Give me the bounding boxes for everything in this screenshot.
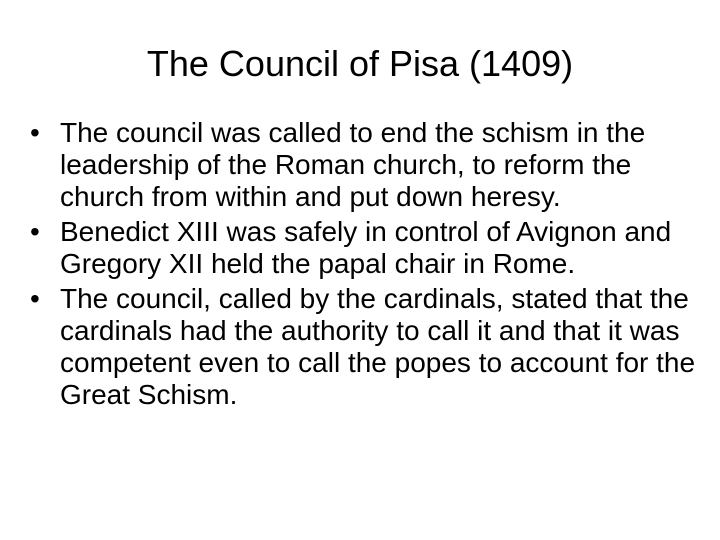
bullet-text: The council was called to end the schism in the leadership of the Roman church, to reform the church from within and put down heresy.	[60, 117, 646, 212]
bullet-item	[30, 216, 700, 280]
bullet-text: Benedict XIII was safely in control of Avignon and Gregory XII held the papal chair in Rome.	[60, 216, 672, 279]
slide-title: The Council of Pisa (1409)	[146, 43, 574, 84]
bullet-marker: •	[30, 283, 40, 314]
bullet-item	[30, 117, 700, 213]
bullet-text: The council, called by the cardinals, stated that the cardinals had the authority to call it and that it was competent even to call the popes to account for the Great Schism.	[60, 283, 696, 410]
bullet-marker: •	[30, 216, 40, 247]
bullet-list	[30, 117, 700, 414]
bullet-marker: •	[30, 117, 40, 148]
bullet-item	[30, 283, 700, 411]
